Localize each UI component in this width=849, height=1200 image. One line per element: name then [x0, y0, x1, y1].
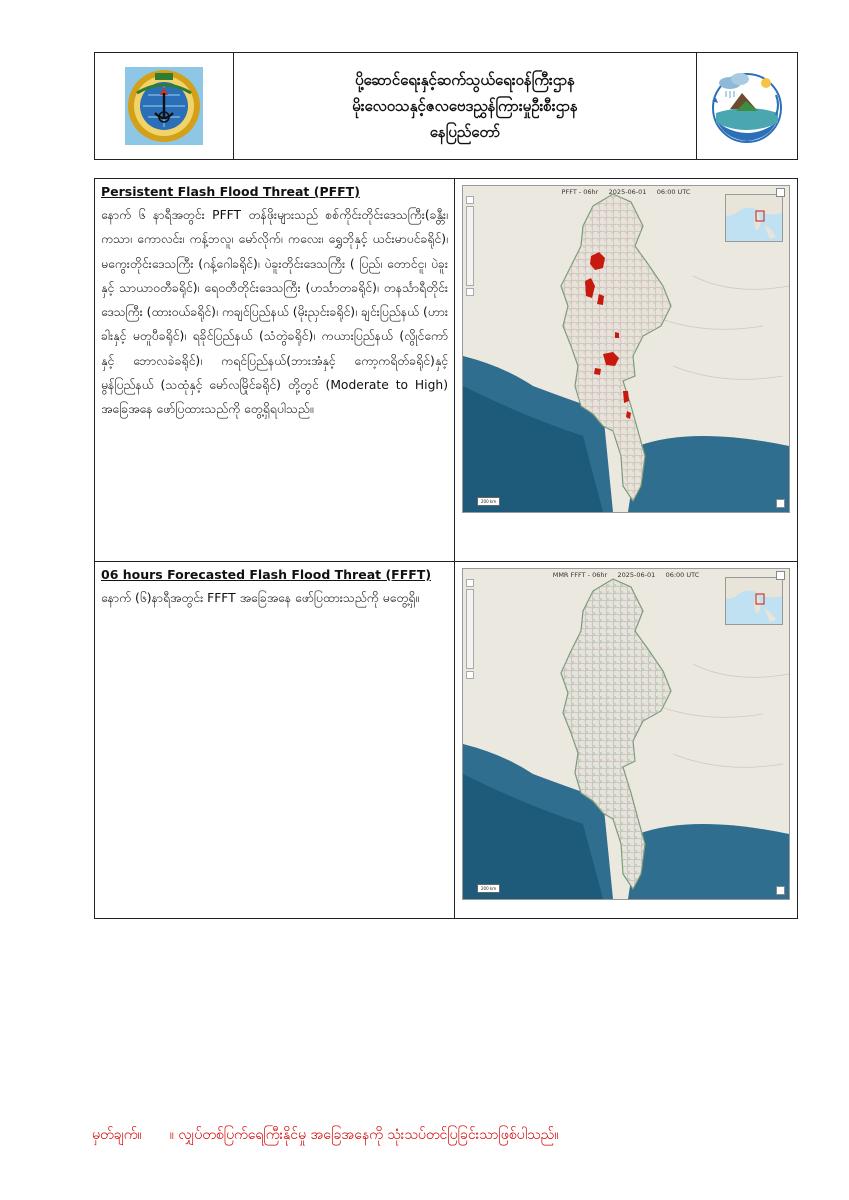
inset-map-graphic — [726, 578, 782, 624]
pfft-zoom-control[interactable] — [466, 196, 474, 298]
ffft-map — [462, 568, 790, 900]
pfft-map-title: PFFT - 06hr 2025-06-01 06:00 UTC — [561, 188, 691, 196]
footer-note — [92, 1125, 558, 1146]
content-table — [94, 178, 798, 919]
info-button[interactable] — [776, 499, 785, 508]
ffft-text-cell — [95, 562, 455, 918]
pfft-row — [95, 179, 797, 562]
fullscreen-button[interactable] — [776, 571, 785, 580]
zoom-slider[interactable] — [466, 206, 474, 286]
department-name: မိုးလေဝသနှင့်ဇလဗေဒညွှန်ကြားမှုဦးစီးဌာန — [352, 97, 578, 115]
pfft-section-body: နောက် ၆ နာရီအတွင်း PFFT တန်ဖိုးများသည် စစ်ကိုင်းတိုင်းဒေသကြီး(ခန္တီး၊ ကသာ၊ ကောလင်း၊ ကန့်ဘလူ၊ မော်လိုက်၊ ကလေး၊ ရွှေဘိုနှင့် ယင်းမာပင်ခရိုင်)၊ မကွေးတိုင်းဒေသကြီး (ဂန့်ဂေါခရိုင်)၊ ပဲခူးတိုင်းဒေသကြီး ( ပြည်၊ တောင်ငူ၊ ပဲခူးနှင့် သာယာဝတီခရိုင်)၊ ရေ၀တီတိုင်းဒေသကြီး (ဟင်္သာတခရိုင်)၊ တနင်္သာရီတိုင်းဒေသကြီး (ထားဝယ်ခရိုင်)၊ ကချင်ပြည်နယ် (မိုးညှင်းခရိုင်)၊ ချင်းပြည်နယ် (ဟားခါးနှင့် မတူပီခရိုင်)၊ ရခိုင်ပြည်နယ် (သံတွဲခရိုင်)၊ ကယားပြည်နယ် (လွိုင်ကော်နှင့် ဘောလခဲခရိုင်)၊ ကရင်ပြည်နယ်(ဘားအံနှင့် ကော့ကရိတ်ခရိုင်)နှင့် မွန်ပြည်နယ် (သထုံနှင့် မော်လမြိုင်ခရိုင်) တို့တွင် (Moderate to High) အခြေအနေ ဖော်ပြထားသည်ကို တွေ့ရှိရပါသည်။ — [101, 208, 448, 417]
pfft-scale-bar: 200 km — [477, 497, 500, 506]
ffft-row — [95, 562, 797, 918]
ffft-section-title: 06 hours Forecasted Flash Flood Threat (FFFT) — [101, 567, 432, 582]
zoom-in-button[interactable] — [466, 579, 474, 587]
right-logo-cell — [697, 53, 797, 159]
location-name: နေပြည်တော် — [429, 123, 501, 141]
ministry-name: ပို့ဆောင်ရေးနှင့်ဆက်သွယ်ရေးဝန်ကြီးဌာန — [355, 71, 575, 89]
pfft-text-cell — [95, 179, 455, 561]
footer-label: မှတ်ချက်။ — [92, 1127, 142, 1143]
report-header — [94, 52, 798, 160]
zoom-slider[interactable] — [466, 589, 474, 669]
fullscreen-button[interactable] — [776, 188, 785, 197]
pfft-map — [462, 185, 790, 513]
ffft-zoom-control[interactable] — [466, 579, 474, 681]
pfft-map-cell — [455, 179, 797, 561]
left-logo-cell — [95, 53, 234, 159]
ffft-section-body: နောက် (၆)နာရီအတွင်း FFFT အခြေအနေ ဖော်ပြထားသည်ကို မတွေ့ရှိ။ — [101, 591, 420, 605]
info-button[interactable] — [776, 886, 785, 895]
ffft-map-cell — [455, 562, 797, 918]
inset-map-graphic — [726, 195, 782, 241]
hydrology-cycle-icon — [706, 65, 788, 147]
zoom-out-button[interactable] — [466, 288, 474, 296]
ffft-map-title: MMR FFFT - 06hr 2025-06-01 06:00 UTC — [552, 571, 700, 579]
ffft-inset-map — [725, 577, 783, 625]
ffft-scale-bar: 200 km — [477, 884, 500, 893]
pfft-inset-map — [725, 194, 783, 242]
header-title-block — [234, 53, 697, 159]
footer-text: ။ လျှပ်တစ်ပြက်ရေကြီးနိုင်မှု အခြေအနေကို သုံးသပ်တင်ပြခြင်းသာဖြစ်ပါသည်။ — [169, 1127, 559, 1143]
department-emblem-icon — [125, 67, 203, 145]
pfft-section-title: Persistent Flash Flood Threat (PFFT) — [101, 184, 360, 199]
zoom-out-button[interactable] — [466, 671, 474, 679]
zoom-in-button[interactable] — [466, 196, 474, 204]
